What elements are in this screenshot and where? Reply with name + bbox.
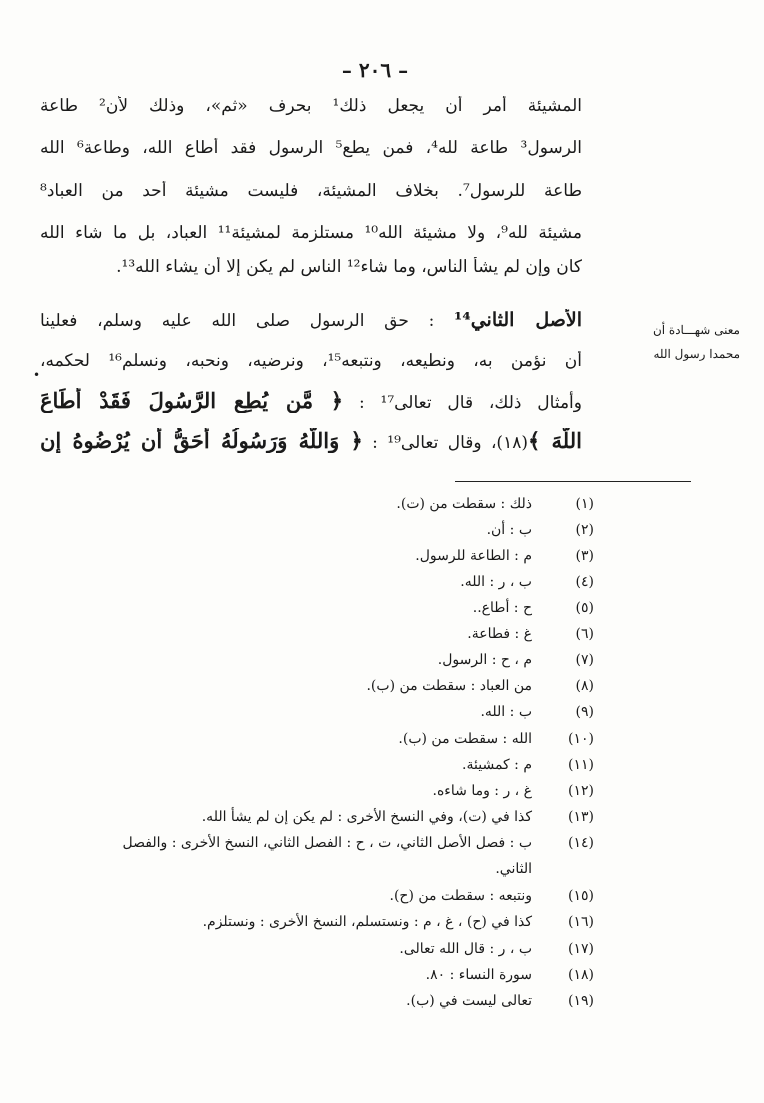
footnote-text: ب : أن. [486,522,532,538]
footnote [20,496,594,518]
footnote-number: (٨) [575,678,594,694]
footnote [20,783,594,805]
footnote [20,757,594,779]
footnote-text: الله : سقطت من (ب). [398,731,532,747]
footnote-text: ب : الله. [480,704,532,720]
quran-verse-1-end: اللَّهَ ﴾ [527,428,582,453]
footnote-number: (١٩) [568,993,594,1009]
margin-note-line-2: محمدا رسول الله [653,347,740,361]
paragraph-2-line-1 [40,309,582,331]
footnote [20,835,594,857]
footnote-number: (٩) [575,704,594,720]
footnote-text: غ ، ر : وما شاءه. [432,783,532,799]
paragraph-2-line-1-text: : حق الرسول صلى الله عليه وسلم، فعلينا [40,311,455,331]
body-line-3: طاعة للرسول⁷. بخلاف المشيئة، فليست مشيئة أحد من العباد⁸ [40,181,582,201]
footnote-text: ب : فصل الأصل الثاني، ت ، ح : الفصل الثاني، النسخ الأخرى : والفصل [122,835,532,851]
footnote-text: ب ، ر : الله. [460,574,532,590]
footnote-text: م : الطاعة للرسول. [415,548,532,564]
page-number: – ٢٠٦ – [341,58,409,82]
paragraph-2-line-3-text: وأمثال ذلك، قال تعالى¹⁷ : [343,393,582,413]
footnote [20,888,594,910]
footnote-number: (١١) [568,757,594,773]
footnote-text: م : كمشيئة. [462,757,532,773]
footnote [20,626,594,648]
footnote [20,678,594,700]
footnote-number: (٤) [575,574,594,590]
footnote-number: (٦) [575,626,594,642]
footnote-number: (٥) [575,600,594,616]
dot-mark: • [33,368,41,382]
footnote-text: من العباد : سقطت من (ب). [366,678,532,694]
footnote [20,600,594,622]
paragraph-2-line-4-text: (١٨)، وقال تعالى¹⁹ : [362,433,528,453]
footnote-continuation: الثاني. [495,861,532,877]
footnote-text: م ، ح : الرسول. [437,652,532,668]
footnote-text: ذلك : سقطت من (ت). [396,496,532,512]
body-line-5: كان وإن لم يشأ الناس، وما شاء¹² الناس لم يكن إلا أن يشاء الله¹³. [116,257,582,277]
footnote-number: (١٤) [568,835,594,851]
footnote-separator [455,481,691,482]
footnote-number: (٧) [575,652,594,668]
footnote-number: (١٥) [568,888,594,904]
footnote [20,809,594,831]
footnote-number: (١٣) [568,809,594,825]
footnote-text: كذا في (ت)، وفي النسخ الأخرى : لم يكن إن لم يشأ الله. [201,809,532,825]
footnote-number: (١٦) [568,914,594,930]
footnote [20,967,594,989]
footnote [20,522,594,544]
footnote [20,652,594,674]
footnote [20,941,594,963]
margin-note [590,318,740,366]
body-line-4: مشيئة لله⁹، ولا مشيئة الله¹⁰ مستلزمة لمشيئة¹¹ العباد، بل ما شاء الله [40,223,582,243]
quran-verse-1: ﴿ مَّن يُطِعِ الرَّسُولَ فَقَدْ أَطَاعَ [40,388,344,413]
footnote [20,574,594,596]
paragraph-2-line-2: أن نؤمن به، ونطيعه، ونتبعه¹⁵، ونرضيه، ونحبه، ونسلم¹⁶ لحكمه، [40,351,582,371]
footnote-text: ونتبعه : سقطت من (ح). [389,888,532,904]
footnote-text: كذا في (ح) ، غ ، م : ونستسلم، النسخ الأخرى : ونستلزم. [202,914,532,930]
footnote-text: ب ، ر : قال الله تعالى. [399,941,532,957]
quran-verse-2: ﴿ وَاللَّهُ وَرَسُولُهُ أَحَقُّ أَن يُرْضُوهُ إِن [40,428,363,453]
footnote-text: تعالى ليست في (ب). [406,993,532,1009]
footnote [20,993,594,1015]
footnote-text: سورة النساء : ٨٠. [425,967,532,983]
footnote-number: (١٠) [568,731,594,747]
paragraph-2-line-4 [40,428,582,453]
footnote-number: (١) [575,496,594,512]
footnote-number: (١٨) [568,967,594,983]
paragraph-2-line-3 [40,388,582,413]
footnote [20,704,594,726]
footnote-text: غ : فطاعة. [467,626,532,642]
footnote [20,914,594,936]
footnote [20,548,594,570]
footnote-text: ح : أطاع.. [472,600,532,616]
footnote-number: (٢) [575,522,594,538]
section-heading: الأصل الثاني¹⁴ [454,309,582,331]
footnote [20,731,594,753]
body-line-2: الرسول³ طاعة لله⁴، فمن يطع⁵ الرسول فقد أطاع الله، وطاعة⁶ الله [40,138,582,158]
body-line-1: المشيئة أمر أن يجعل ذلك¹ بحرف «ثم»، وذلك لأن² طاعة [40,96,582,116]
footnote-number: (١٢) [568,783,594,799]
margin-note-line-1: معنى شهـــادة أن [652,323,740,337]
footnote-number: (١٧) [568,941,594,957]
footnote-number: (٣) [575,548,594,564]
